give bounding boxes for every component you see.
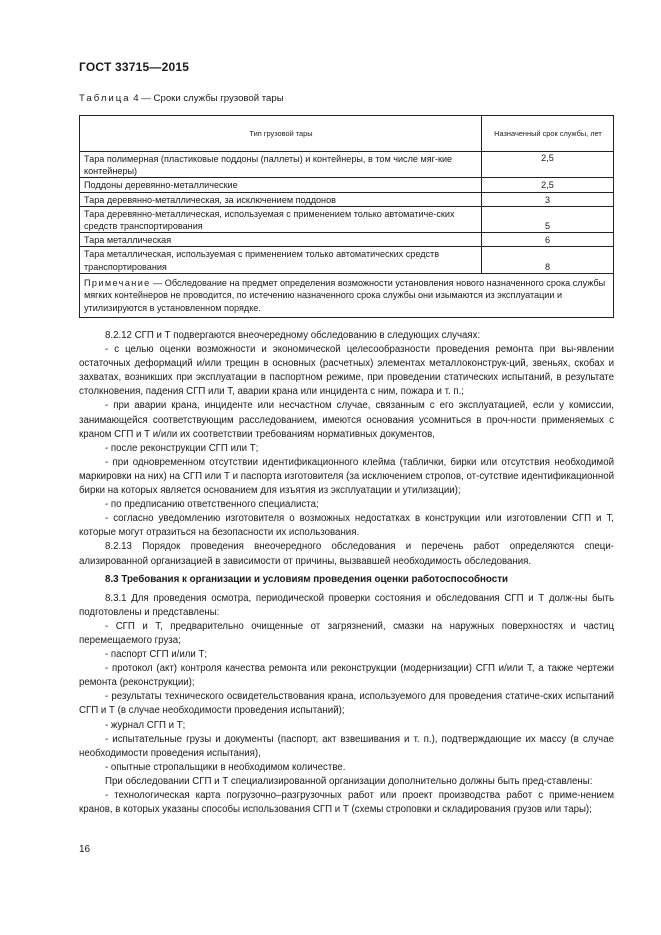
paragraph-8-2-12: 8.2.12 СГП и Т подвергаются внеочередному обследованию в следующих случаях: bbox=[105, 330, 481, 341]
document-body bbox=[79, 329, 614, 817]
table-header-row bbox=[80, 116, 614, 152]
cell-life: 2,5 bbox=[482, 152, 614, 178]
list-item: - журнал СГП и Т; bbox=[105, 719, 186, 731]
list-item: - при одновременном отсутствии идентификационного клейма (таблички, бирки или отсутствия необходимой маркировки на них) на СГП или Т и паспорта изготовителя (за исключением стропов, от-сутствие идентификационной бирки на которых является основанием для изъятия из эксплуатации и утилизации); bbox=[79, 456, 614, 497]
list-item: - результаты технического освидетельствования крана, используемого для проведения статиче-ских испытаний СГП и Т (в случае необходимости проведения испытаний); bbox=[79, 691, 614, 717]
list-item: - испытательные грузы и документы (паспорт, акт взвешивания и т. п.), подтверждающие их массу (в случае необходимости проведения испытания), bbox=[79, 733, 614, 759]
cell-life: 3 bbox=[482, 192, 614, 206]
cell-life: 2,5 bbox=[482, 178, 614, 192]
cell-life: 6 bbox=[482, 233, 614, 247]
table-note bbox=[80, 273, 614, 317]
list-item: - СГП и Т, предварительно очищенные от загрязнений, смазки на наружных поверхностях и частиц перемещаемого груза; bbox=[79, 620, 614, 646]
cell-type: Тара металлическая, используемая с применением только автоматических средств транспортирования bbox=[80, 247, 482, 273]
table-row bbox=[80, 192, 614, 206]
paragraph-8-3-1: 8.3.1 Для проведения осмотра, периодической проверки состояния и обследования СГП и Т долж-ны быть подготовлены и представлены: bbox=[79, 592, 614, 618]
column-header-life: Назначенный срок службы, лет bbox=[482, 116, 614, 152]
cell-life: 5 bbox=[482, 206, 614, 232]
list-item: - при аварии крана, инциденте или несчастном случае, связанным с его эксплуатацией, если у комиссии, занимающейся соответствующим расследованием, имеются основания усомниться в проч-ности применяемых с краном СГП и Т и/или их соответствии требованиям нормативных документов, bbox=[79, 400, 614, 440]
table-caption-label: Таблица bbox=[79, 93, 131, 104]
table-row bbox=[80, 233, 614, 247]
list-item: - опытные стропальщики в необходимом количестве. bbox=[105, 761, 346, 773]
list-item: - с целью оценки возможности и экономической целесообразности проведения ремонта при вы-явлении остаточных деформаций и/или трещин в основных (расчетных) элементах металлоконструк-ций, звеньях, скобах и захватах, возникших при эксплуатации в паспортном режиме, при проведении статических испытаний, в результате столкновения, падения СГП или Т, аварии крана или инцидента с ним, пожара и т. п.; bbox=[79, 344, 614, 398]
page-number: 16 bbox=[79, 844, 91, 855]
table-caption-text: 4 — Сроки службы грузовой тары bbox=[133, 93, 284, 104]
table-row bbox=[80, 206, 614, 232]
table-note-row bbox=[80, 273, 614, 317]
table-row bbox=[80, 152, 614, 178]
list-item: - технологическая карта погрузочно–разгрузочных работ или проект производства работ с приме-нением кранов, в которых указаны способы использования СГП и Т (схемы строповки и складирования грузов или тары); bbox=[79, 790, 614, 816]
cell-type: Поддоны деревянно-металлические bbox=[80, 178, 482, 192]
column-header-type: Тип грузовой тары bbox=[80, 116, 482, 152]
cell-type: Тара полимерная (пластиковые поддоны (паллеты) и контейнеры, в том числе мяг-кие контейнеры) bbox=[80, 152, 482, 178]
cell-type: Тара деревянно-металлическая, за исключением поддонов bbox=[80, 192, 482, 206]
list-item: - согласно уведомлению изготовителя о возможных недостатках в конструкции или изготовлении СГП и Т, которые могут отразиться на безопасности их использования. bbox=[79, 513, 614, 539]
note-text: — Обследование на предмет определения возможности установления нового назначенного срока службы мягких контейнеров не проводится, по истечению назначенного срока службы они изымаются из эксплуатации и утилизируются в установленном порядке. bbox=[84, 277, 606, 313]
cell-life: 8 bbox=[482, 247, 614, 273]
table-row bbox=[80, 247, 614, 273]
list-item: - после реконструкции СГП или Т; bbox=[105, 442, 259, 454]
section-heading-8-3: 8.3 Требования к организации и условиям проведения оценки работоспособности bbox=[105, 573, 509, 585]
table-row bbox=[80, 178, 614, 192]
note-label: Примечание bbox=[84, 277, 151, 288]
document-code: ГОСТ 33715—2015 bbox=[79, 60, 190, 74]
cell-type: Тара деревянно-металлическая, используемая с применением только автоматиче-ских средств транспортирования bbox=[80, 206, 482, 232]
paragraph-8-2-13: 8.2.13 Порядок проведения внеочередного обследования и перечень работ определяются специ-ализированной организацией в зависимости от причины, вызвавшей необходимость обследования. bbox=[79, 541, 614, 567]
service-life-table bbox=[79, 115, 614, 318]
cell-type: Тара металлическая bbox=[80, 233, 482, 247]
table-caption bbox=[79, 93, 284, 104]
list-item: - по предписанию ответственного специалиста; bbox=[105, 499, 319, 511]
list-item: - протокол (акт) контроля качества ремонта или реконструкции (модернизации) СГП и/или Т, а также чертежи ремонта (реконструкции); bbox=[79, 663, 614, 689]
list-item: - паспорт СГП и/или Т; bbox=[105, 649, 208, 661]
paragraph: При обследовании СГП и Т специализированной организации дополнительно должны быть пред-ставлены: bbox=[105, 775, 593, 787]
